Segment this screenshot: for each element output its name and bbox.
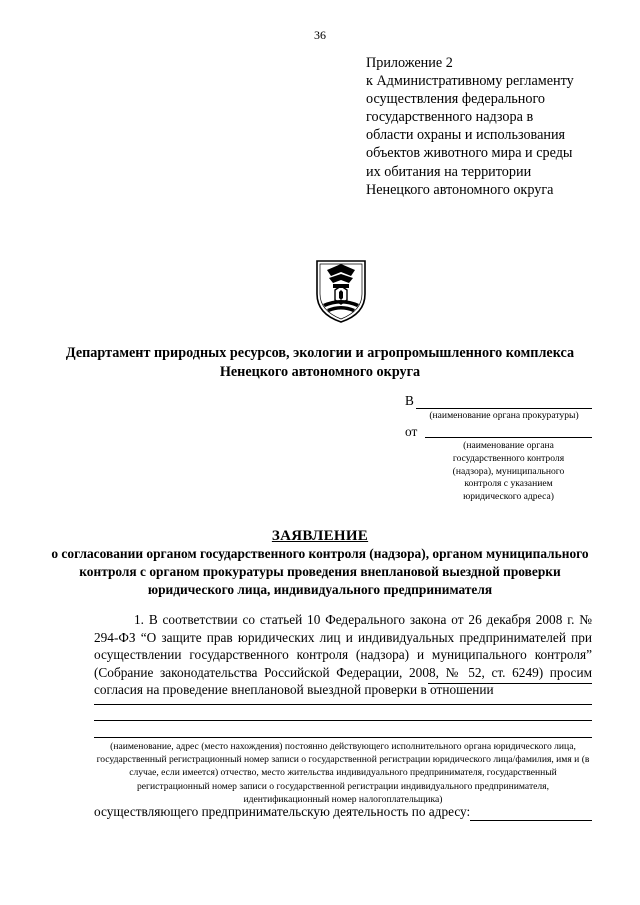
from-prefix: от [405, 424, 418, 439]
blank-line-2[interactable] [94, 720, 592, 721]
appendix-line: области охраны и использования [366, 127, 566, 144]
control-body-field[interactable] [425, 423, 592, 438]
inspection-target-field[interactable] [428, 683, 592, 684]
paragraph-1 [94, 611, 592, 699]
business-address-field[interactable] [470, 820, 592, 821]
page-number: 36 [314, 28, 326, 42]
appendix-line: государственного надзора в [366, 109, 534, 126]
business-address-label: осуществляющего предпринимательскую деятельность по адресу: [94, 804, 471, 819]
appendix-header [366, 54, 636, 199]
blank-line-3[interactable] [94, 737, 592, 738]
appendix-line: их обитания на территории [366, 163, 532, 180]
appendix-line: осуществления федерального [366, 91, 545, 108]
inspection-target-caption: (наименование, адрес (место нахождения) постоянно действующего исполнительного органа юридического лица, государственный регистрационный номер записи о государственной регистрации юридического лица/фамилия, имя и (в случае, если имеется) отчество, место жительства индивидуального предпринимателя, государственный регистрационный номер записи о государственной регистрации индивидуального предпринимателя, идентификационный номер налогоплательщика) [96, 741, 590, 805]
paragraph-1-text: 1. В соответствии со статьей 10 Федерального закона от 26 декабря 2008 г. № 294-ФЗ “О защите прав юридических лиц и индивидуальных предпринимателей при осуществлении государственного контроля (надзора) и муниципального контроля” (Собрание законодательства Российской Федерации, 2008, № 52, ст. 6249) просим согласия на проведение внеплановой выездной проверки в отношении [94, 612, 592, 698]
appendix-line: Ненецкого автономного округа [366, 181, 554, 198]
blank-line-1[interactable] [94, 704, 592, 705]
caption-line: юридического адреса) [463, 491, 554, 503]
appendix-line: Приложение 2 [366, 55, 453, 71]
document-title: ЗАЯВЛЕНИЕ [271, 528, 369, 544]
prosecutor-caption: (наименование органа прокуратуры) [429, 410, 579, 421]
caption-line: государственного контроля [452, 452, 565, 464]
control-body-caption [425, 440, 592, 504]
to-prefix: В [405, 393, 414, 408]
caption-line: (наименование органа [463, 440, 554, 451]
appendix-line: объектов животного мира и среды [366, 145, 573, 162]
prosecutor-field[interactable] [416, 394, 592, 409]
caption-line: (надзора), муниципального [452, 465, 565, 477]
document-subtitle: о согласовании органом государственного контроля (надзора), органом муниципального контроля с органом прокуратуры проведения внеплановой выездной проверки юридического лица, индивидуального предпринимателя [51, 546, 589, 597]
department-name: Департамент природных ресурсов, экологии и агропромышленного комплекса Ненецкого автономного округа [65, 345, 575, 380]
coat-of-arms-icon [313, 258, 369, 324]
appendix-line: к Административному регламенту [366, 73, 574, 90]
caption-line: контроля с указанием [464, 478, 553, 490]
